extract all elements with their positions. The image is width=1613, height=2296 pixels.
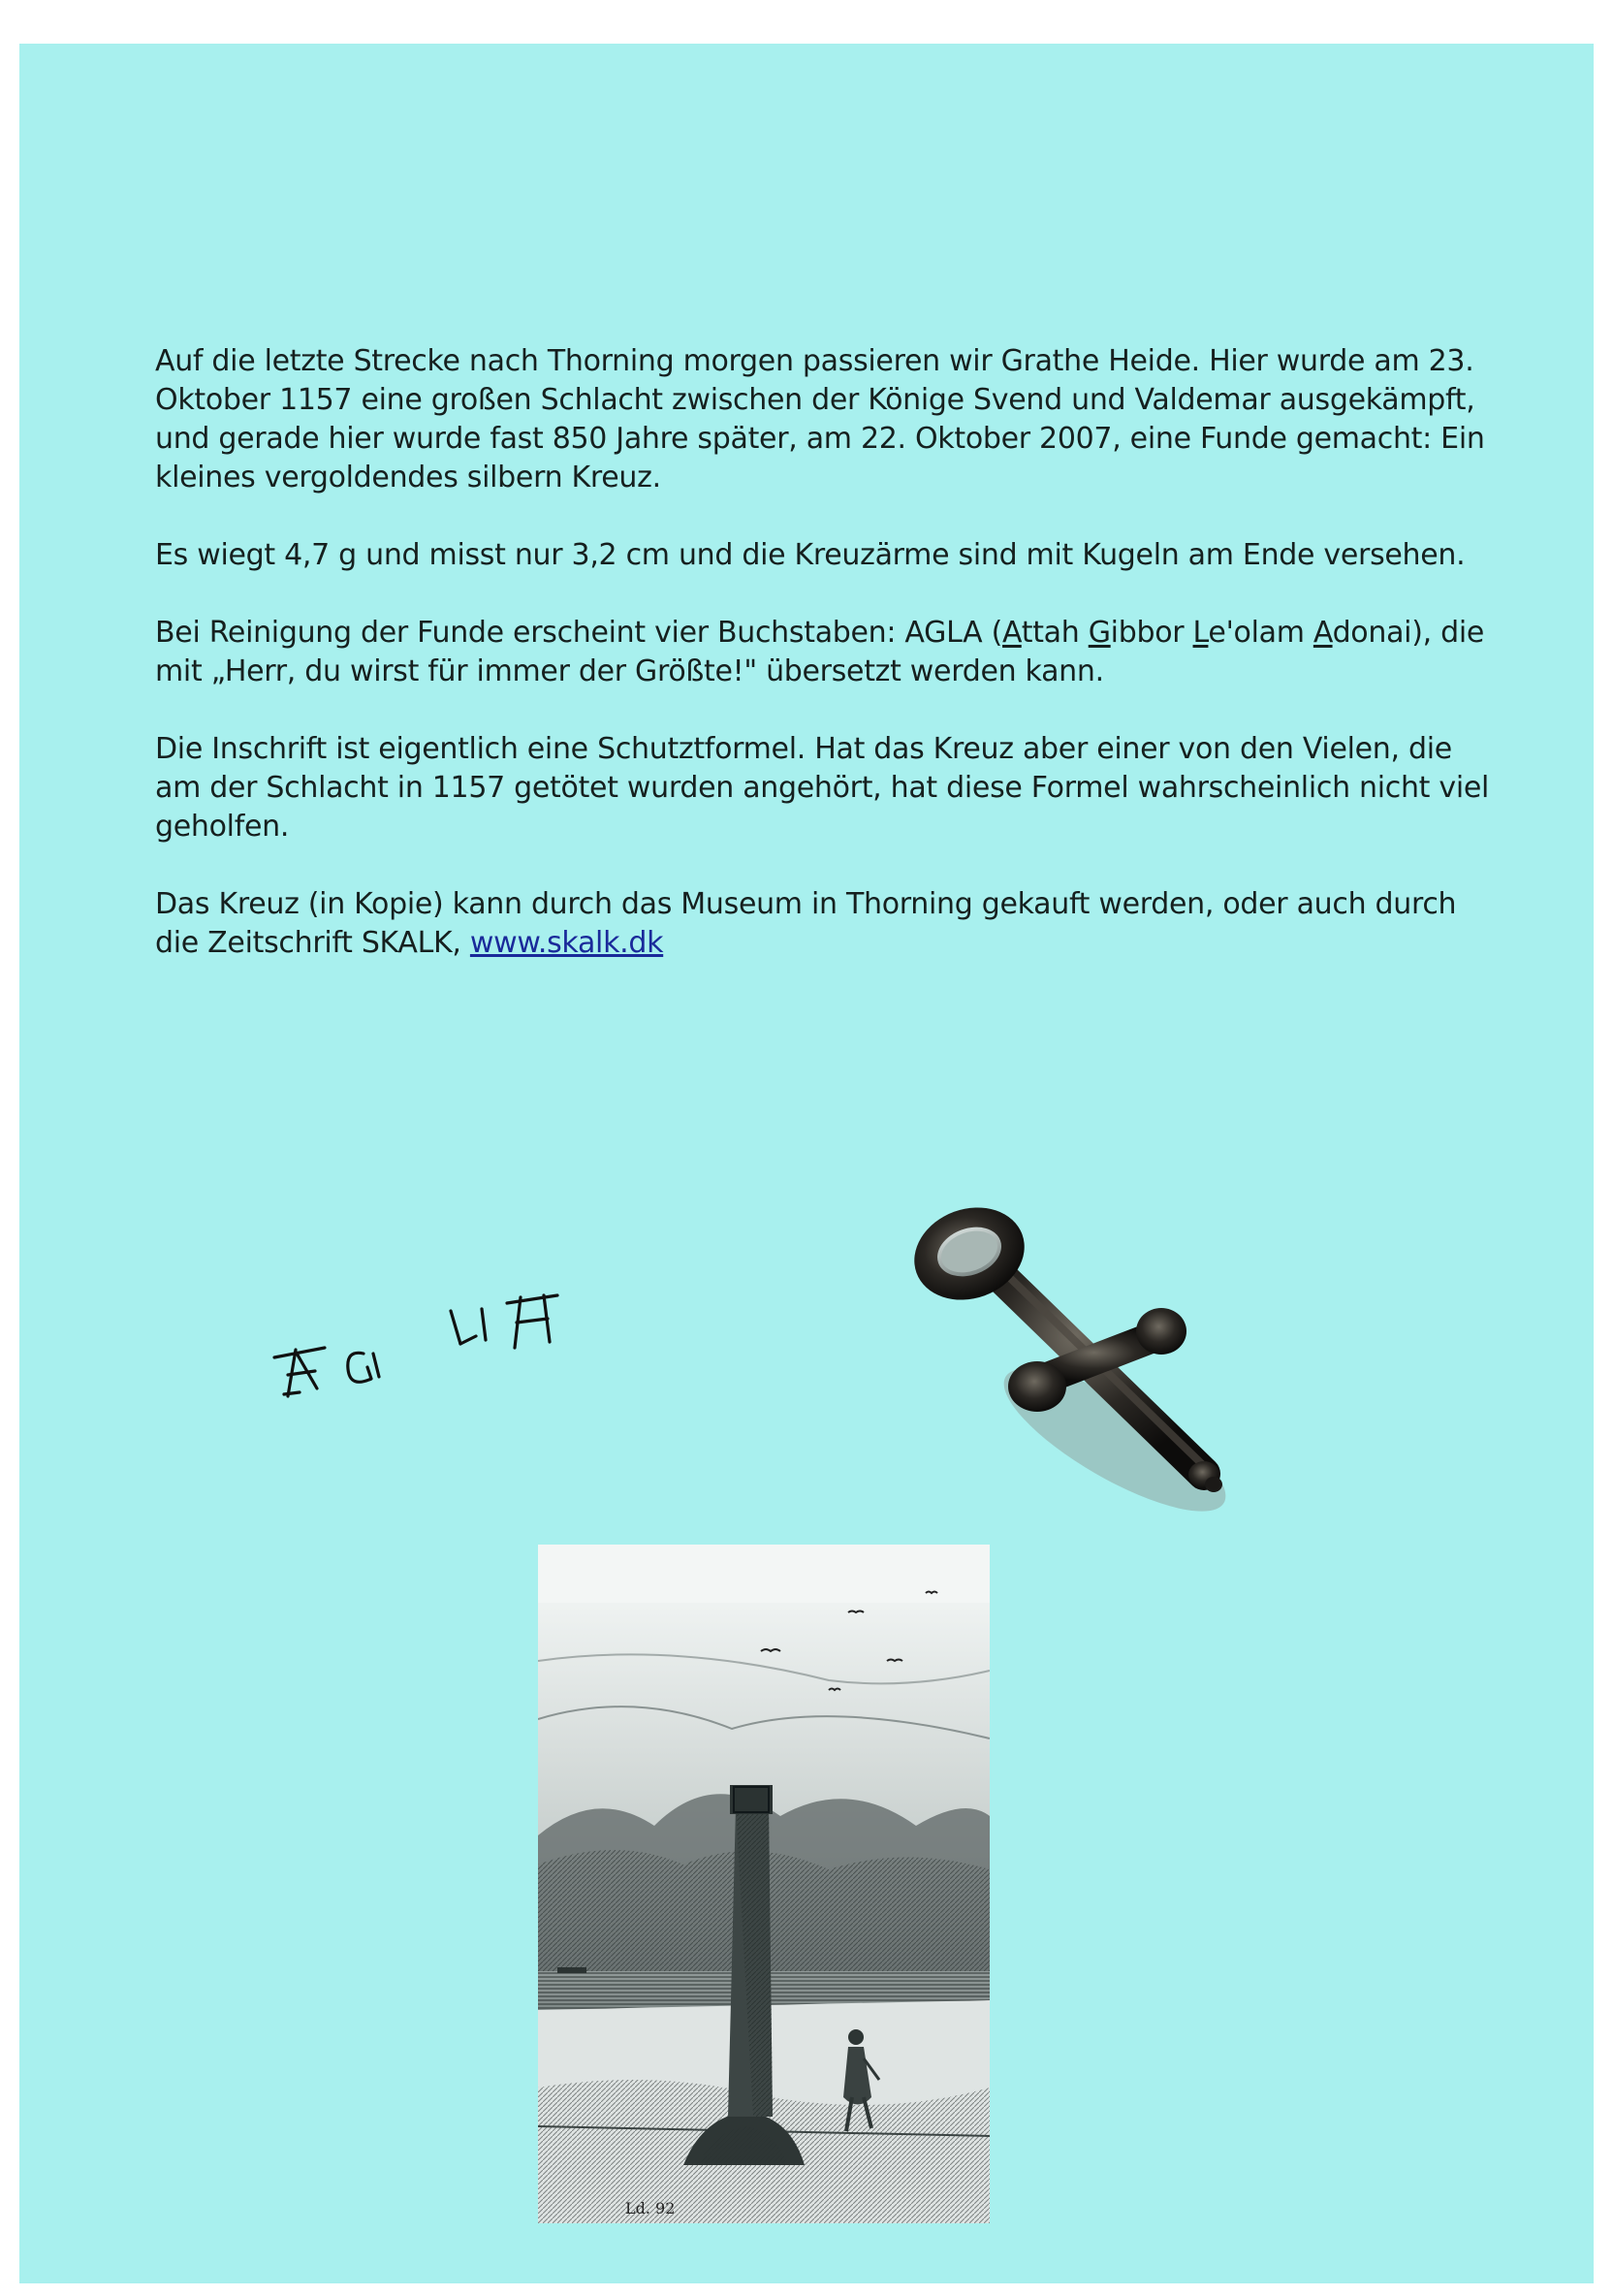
memorial-engraving [538, 1545, 990, 2223]
article-text [155, 342, 1493, 963]
paragraph-inscription: Bei Reinigung der Funde erscheint vier Buchstaben: AGLA (Attah Gibbor Le'olam Adonai), die mit „Herr, du wirst für immer der Größte!" übersetzt werden kann. [155, 616, 1485, 688]
paragraph-formula: Die Inschrift ist eigentlich eine Schutztformel. Hat das Kreuz aber einer von den Vielen, die am der Schlacht in 1157 getötet wurden angehört, hat diese Formel wahrscheinlich nicht viel geholfen. [155, 732, 1490, 844]
cross-photo [892, 1188, 1280, 1517]
paragraph-purchase: Das Kreuz (in Kopie) kann durch das Museum in Thorning gekauft werden, oder auch durch die Zeitschrift SKALK, www.skalk.dk [155, 887, 1457, 960]
inscription-glyphs-drawing [267, 1260, 616, 1425]
paragraph-weight: Es wiegt 4,7 g und misst nur 3,2 cm und die Kreuzärme sind mit Kugeln am Ende versehen. [155, 538, 1466, 572]
engraving-signature: Ld. 92 [625, 2199, 676, 2217]
skalk-link[interactable]: www.skalk.dk [469, 926, 664, 960]
page-sheet [19, 44, 1594, 2283]
paragraph-battle: Auf die letzte Strecke nach Thorning morgen passieren wir Grathe Heide. Hier wurde am 23. Oktober 1157 eine großen Schlacht zwischen der Könige Svend und Valdemar ausgekämpft, und gerade hier wurde fast 850 Jahre später, am 22. Oktober 2007, eine Funde gemacht: Ein kleines vergoldendes silbern Kreuz. [155, 344, 1485, 494]
